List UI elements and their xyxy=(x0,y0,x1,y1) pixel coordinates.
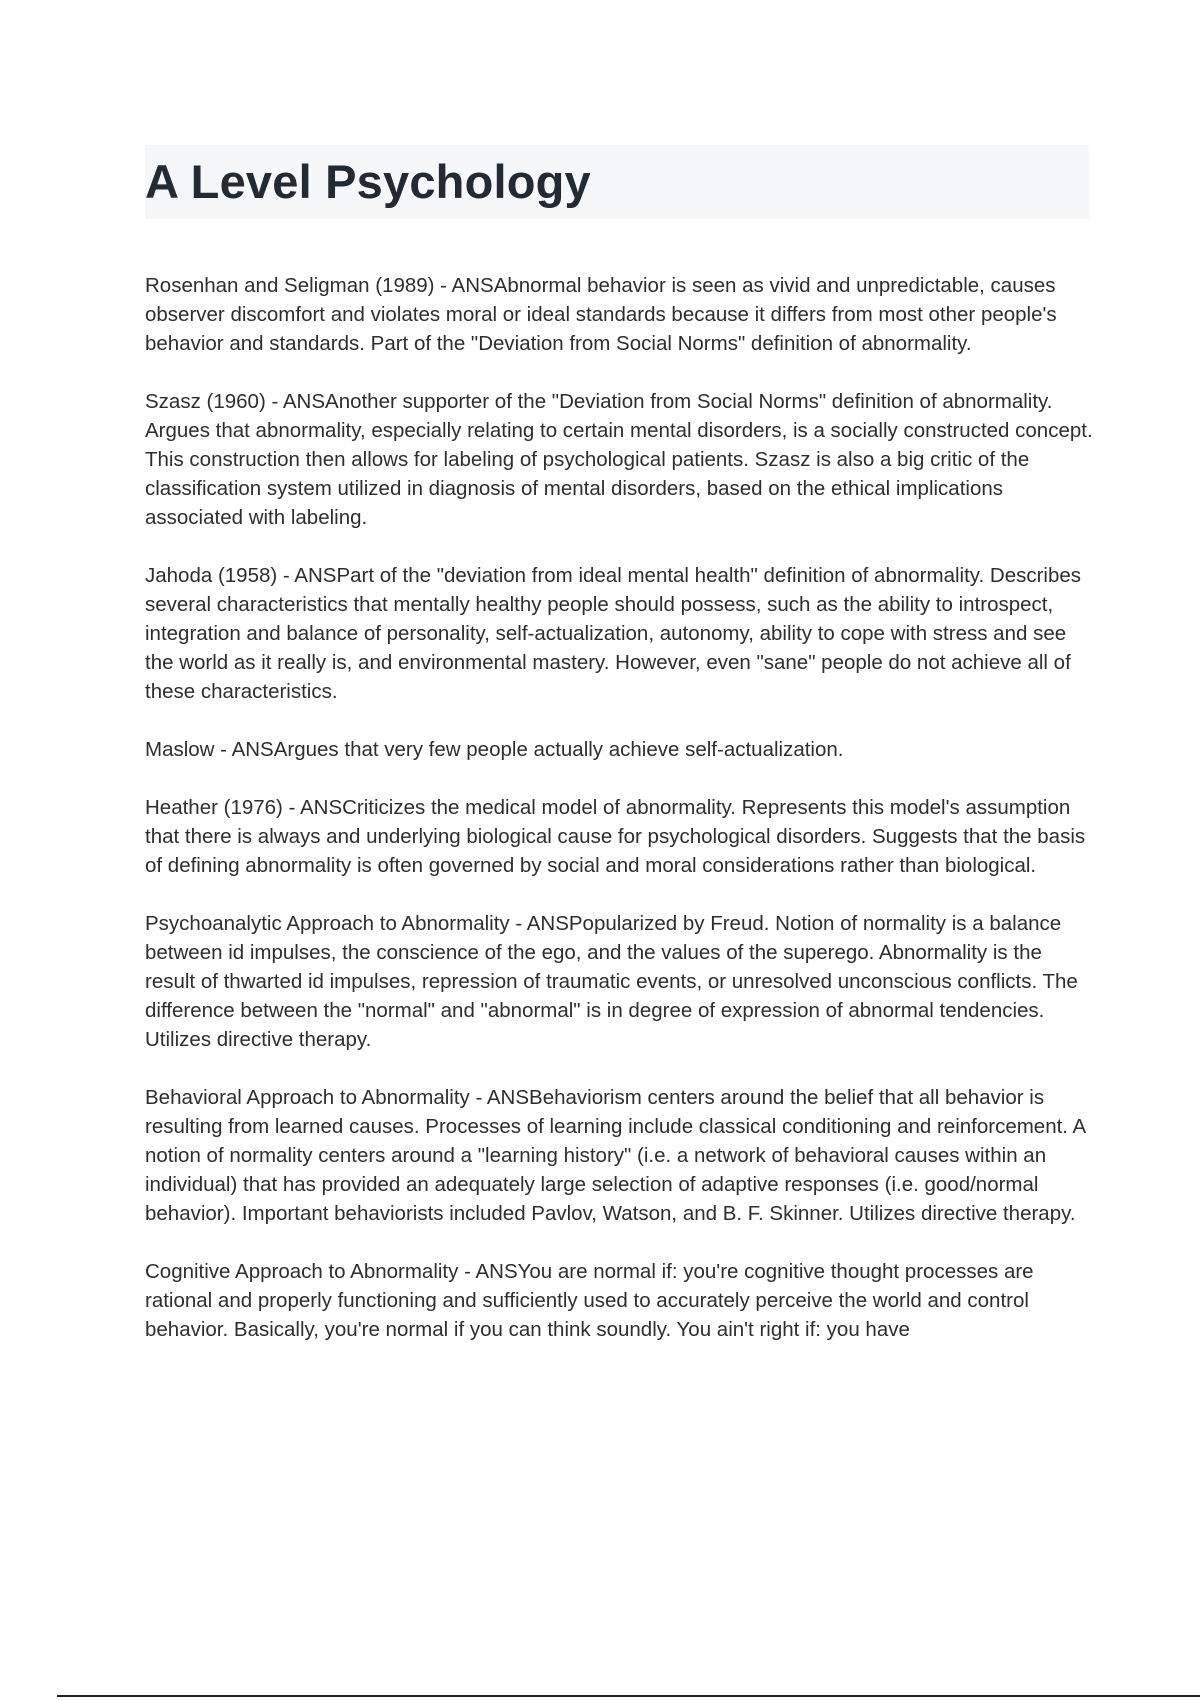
entry-jahoda: Jahoda (1958) - ANSPart of the "deviation from ideal mental health" definition of abnormality. Describes several characteristics that mentally healthy people should possess, such as the ability to introspect, integration and balance of personality, self-actualization, autonomy, ability to cope with stress and see the world as it really is, and environmental mastery. However, even "sane" people do not achieve all of these characteristics. xyxy=(145,564,1082,703)
page-title: A Level Psychology xyxy=(145,155,591,208)
entry-heather: Heather (1976) - ANSCriticizes the medical model of abnormality. Represents this model's assumption that there is always and underlying biological cause for psychological disorders. Suggests that the basis of defining abnormality is often governed by social and moral considerations rather than biological. xyxy=(145,796,1086,877)
entry-maslow: Maslow - ANSArgues that very few people actually achieve self-actualization. xyxy=(145,738,844,761)
page-bottom-divider xyxy=(57,1695,1200,1697)
entry-rosenhan-seligman: Rosenhan and Seligman (1989) - ANSAbnormal behavior is seen as vivid and unpredictable, causes observer discomfort and violates moral or ideal standards because it differs from most other people's behavior and standards. Part of the "Deviation from Social Norms" definition of abnormality. xyxy=(145,274,1057,355)
entry-cognitive-approach: Cognitive Approach to Abnormality - ANSYou are normal if: you're cognitive thought processes are rational and properly functioning and sufficiently used to accurately perceive the world and control behavior. Basically, you're normal if you can think soundly. You ain't right if: you have xyxy=(145,1260,1034,1341)
document-body xyxy=(145,271,1095,1373)
entry-szasz: Szasz (1960) - ANSAnother supporter of the "Deviation from Social Norms" definition of abnormality. Argues that abnormality, especially relating to certain mental disorders, is a socially constructed concept. This construction then allows for labeling of psychological patients. Szasz is also a big critic of the classification system utilized in diagnosis of mental disorders, based on the ethical implications associated with labeling. xyxy=(145,390,1093,529)
entry-psychoanalytic-approach: Psychoanalytic Approach to Abnormality - ANSPopularized by Freud. Notion of normality is a balance between id impulses, the conscience of the ego, and the values of the superego. Abnormality is the result of thwarted id impulses, repression of traumatic events, or unresolved unconscious conflicts. The difference between the "normal" and "abnormal" is in degree of expression of abnormal tendencies. Utilizes directive therapy. xyxy=(145,912,1078,1051)
title-banner xyxy=(145,145,1089,219)
entry-behavioral-approach: Behavioral Approach to Abnormality - ANSBehaviorism centers around the belief that all behavior is resulting from learned causes. Processes of learning include classical conditioning and reinforcement. A notion of normality centers around a "learning history" (i.e. a network of behavioral causes within an individual) that has provided an adequately large selection of adaptive responses (i.e. good/normal behavior). Important behaviorists included Pavlov, Watson, and B. F. Skinner. Utilizes directive therapy. xyxy=(145,1086,1086,1225)
